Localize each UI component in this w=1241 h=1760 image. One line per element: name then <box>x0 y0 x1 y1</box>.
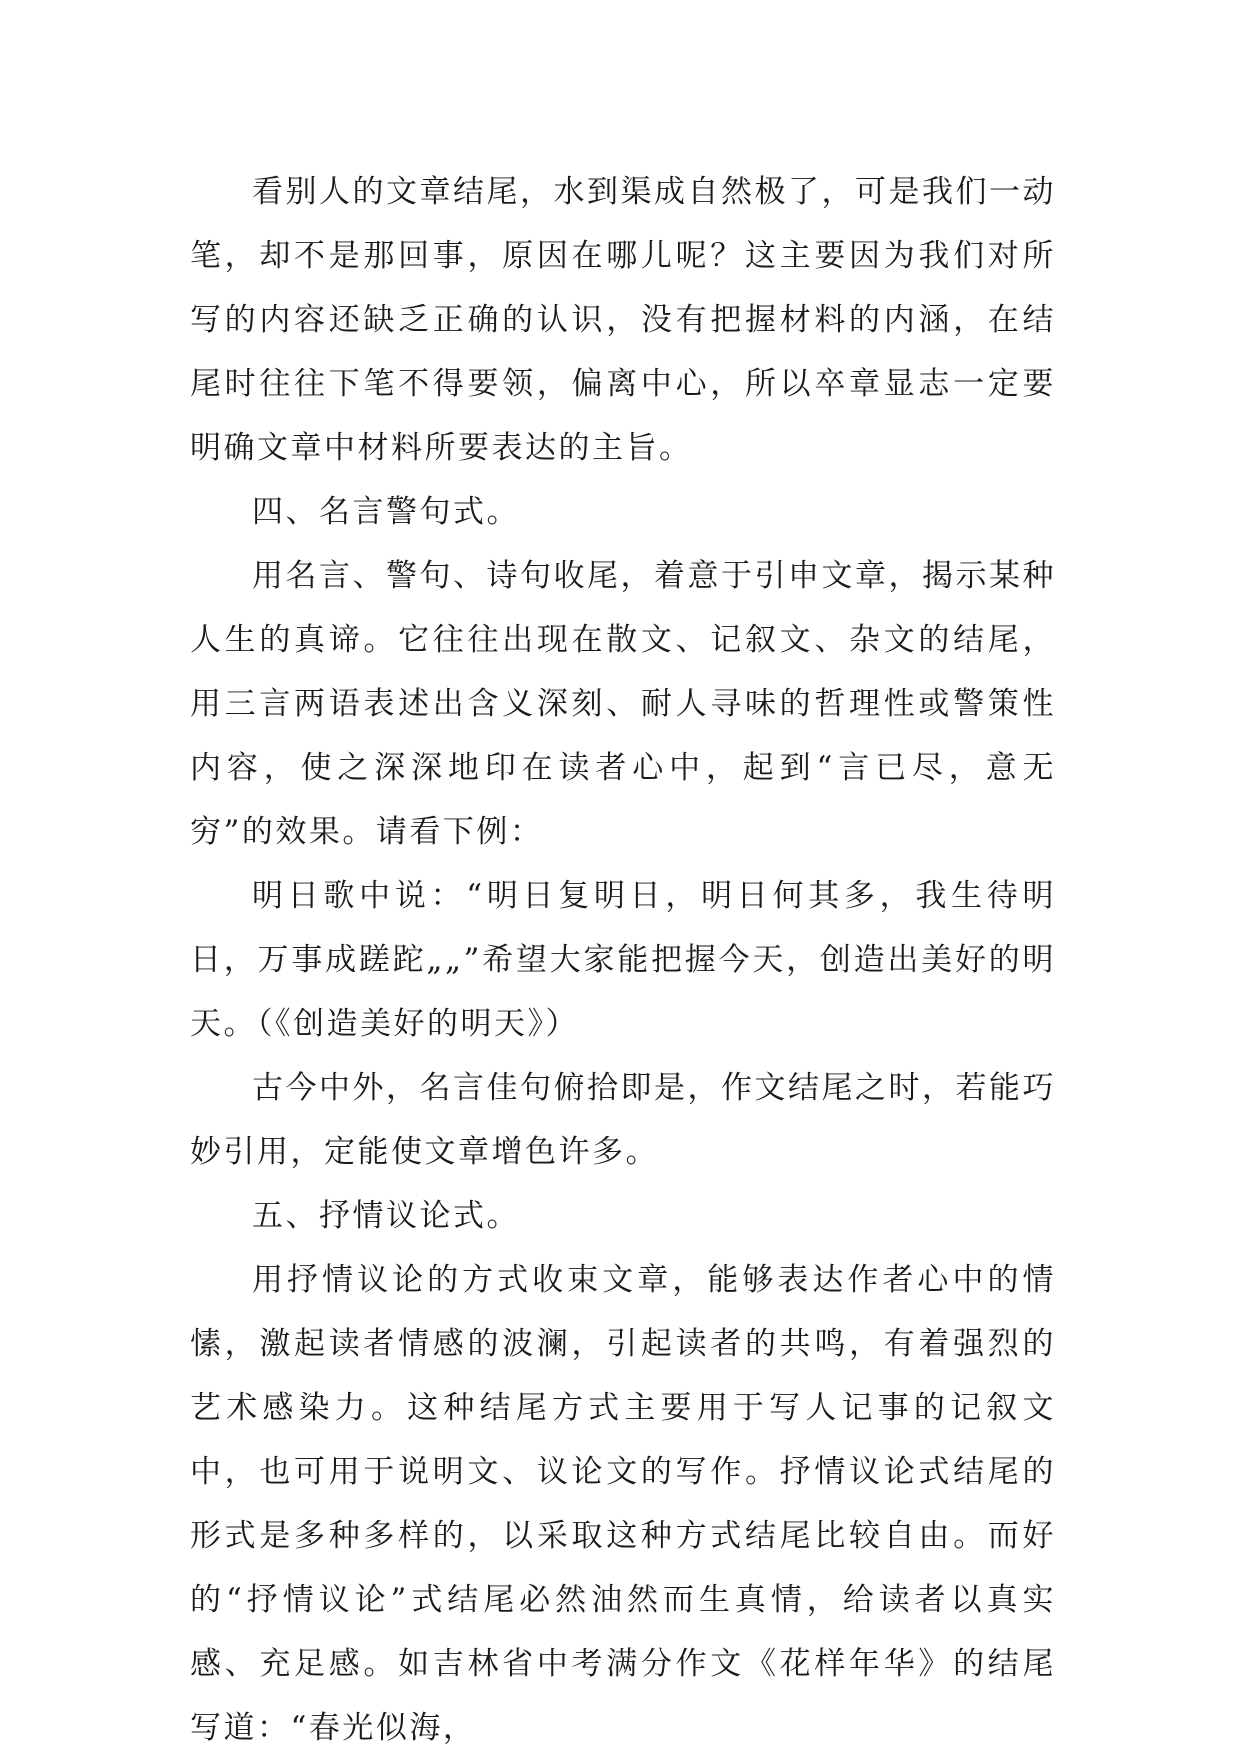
paragraph-quotes-example: 明日歌中说：“明日复明日，明日何其多，我生待明日，万事成蹉跎„„”希望大家能把握今天，创造出美好的明天。（《创造美好的明天》） <box>190 878 1056 1042</box>
document-body <box>190 160 1056 1760</box>
paragraph-quotes-summary: 古今中外，名言佳句俯拾即是，作文结尾之时，若能巧妙引用，定能使文章增色许多。 <box>190 1070 1056 1170</box>
section-heading-quotes: 四、名言警句式。 <box>252 494 520 530</box>
paragraph-quotes-description: 用名言、警句、诗句收尾，着意于引申文章，揭示某种人生的真谛。它往往出现在散文、记叙文、杂文的结尾，用三言两语表述出含义深刻、耐人寻味的哲理性或警策性内容，使之深深地印在读者心中，起到“言已尽，意无穷”的效果。请看下例： <box>190 558 1056 850</box>
paragraph-ending-advice: 看别人的文章结尾，水到渠成自然极了，可是我们一动笔，却不是那回事，原因在哪儿呢？这主要因为我们对所写的内容还缺乏正确的认识，没有把握材料的内涵，在结尾时往往下笔不得要领，偏离中心，所以卒章显志一定要明确文章中材料所要表达的主旨。 <box>190 174 1056 466</box>
paragraph-lyrical-description: 用抒情议论的方式收束文章，能够表达作者心中的情愫，激起读者情感的波澜，引起读者的共鸣，有着强烈的艺术感染力。这种结尾方式主要用于写人记事的记叙文中，也可用于说明文、议论文的写作。抒情议论式结尾的形式是多种多样的，以采取这种方式结尾比较自由。而好的“抒情议论”式结尾必然油然而生真情，给读者以真实感、充足感。如吉林省中考满分作文《花样年华》的结尾写道：“春光似海， <box>190 1262 1056 1746</box>
section-heading-lyrical: 五、抒情议论式。 <box>252 1198 520 1234</box>
